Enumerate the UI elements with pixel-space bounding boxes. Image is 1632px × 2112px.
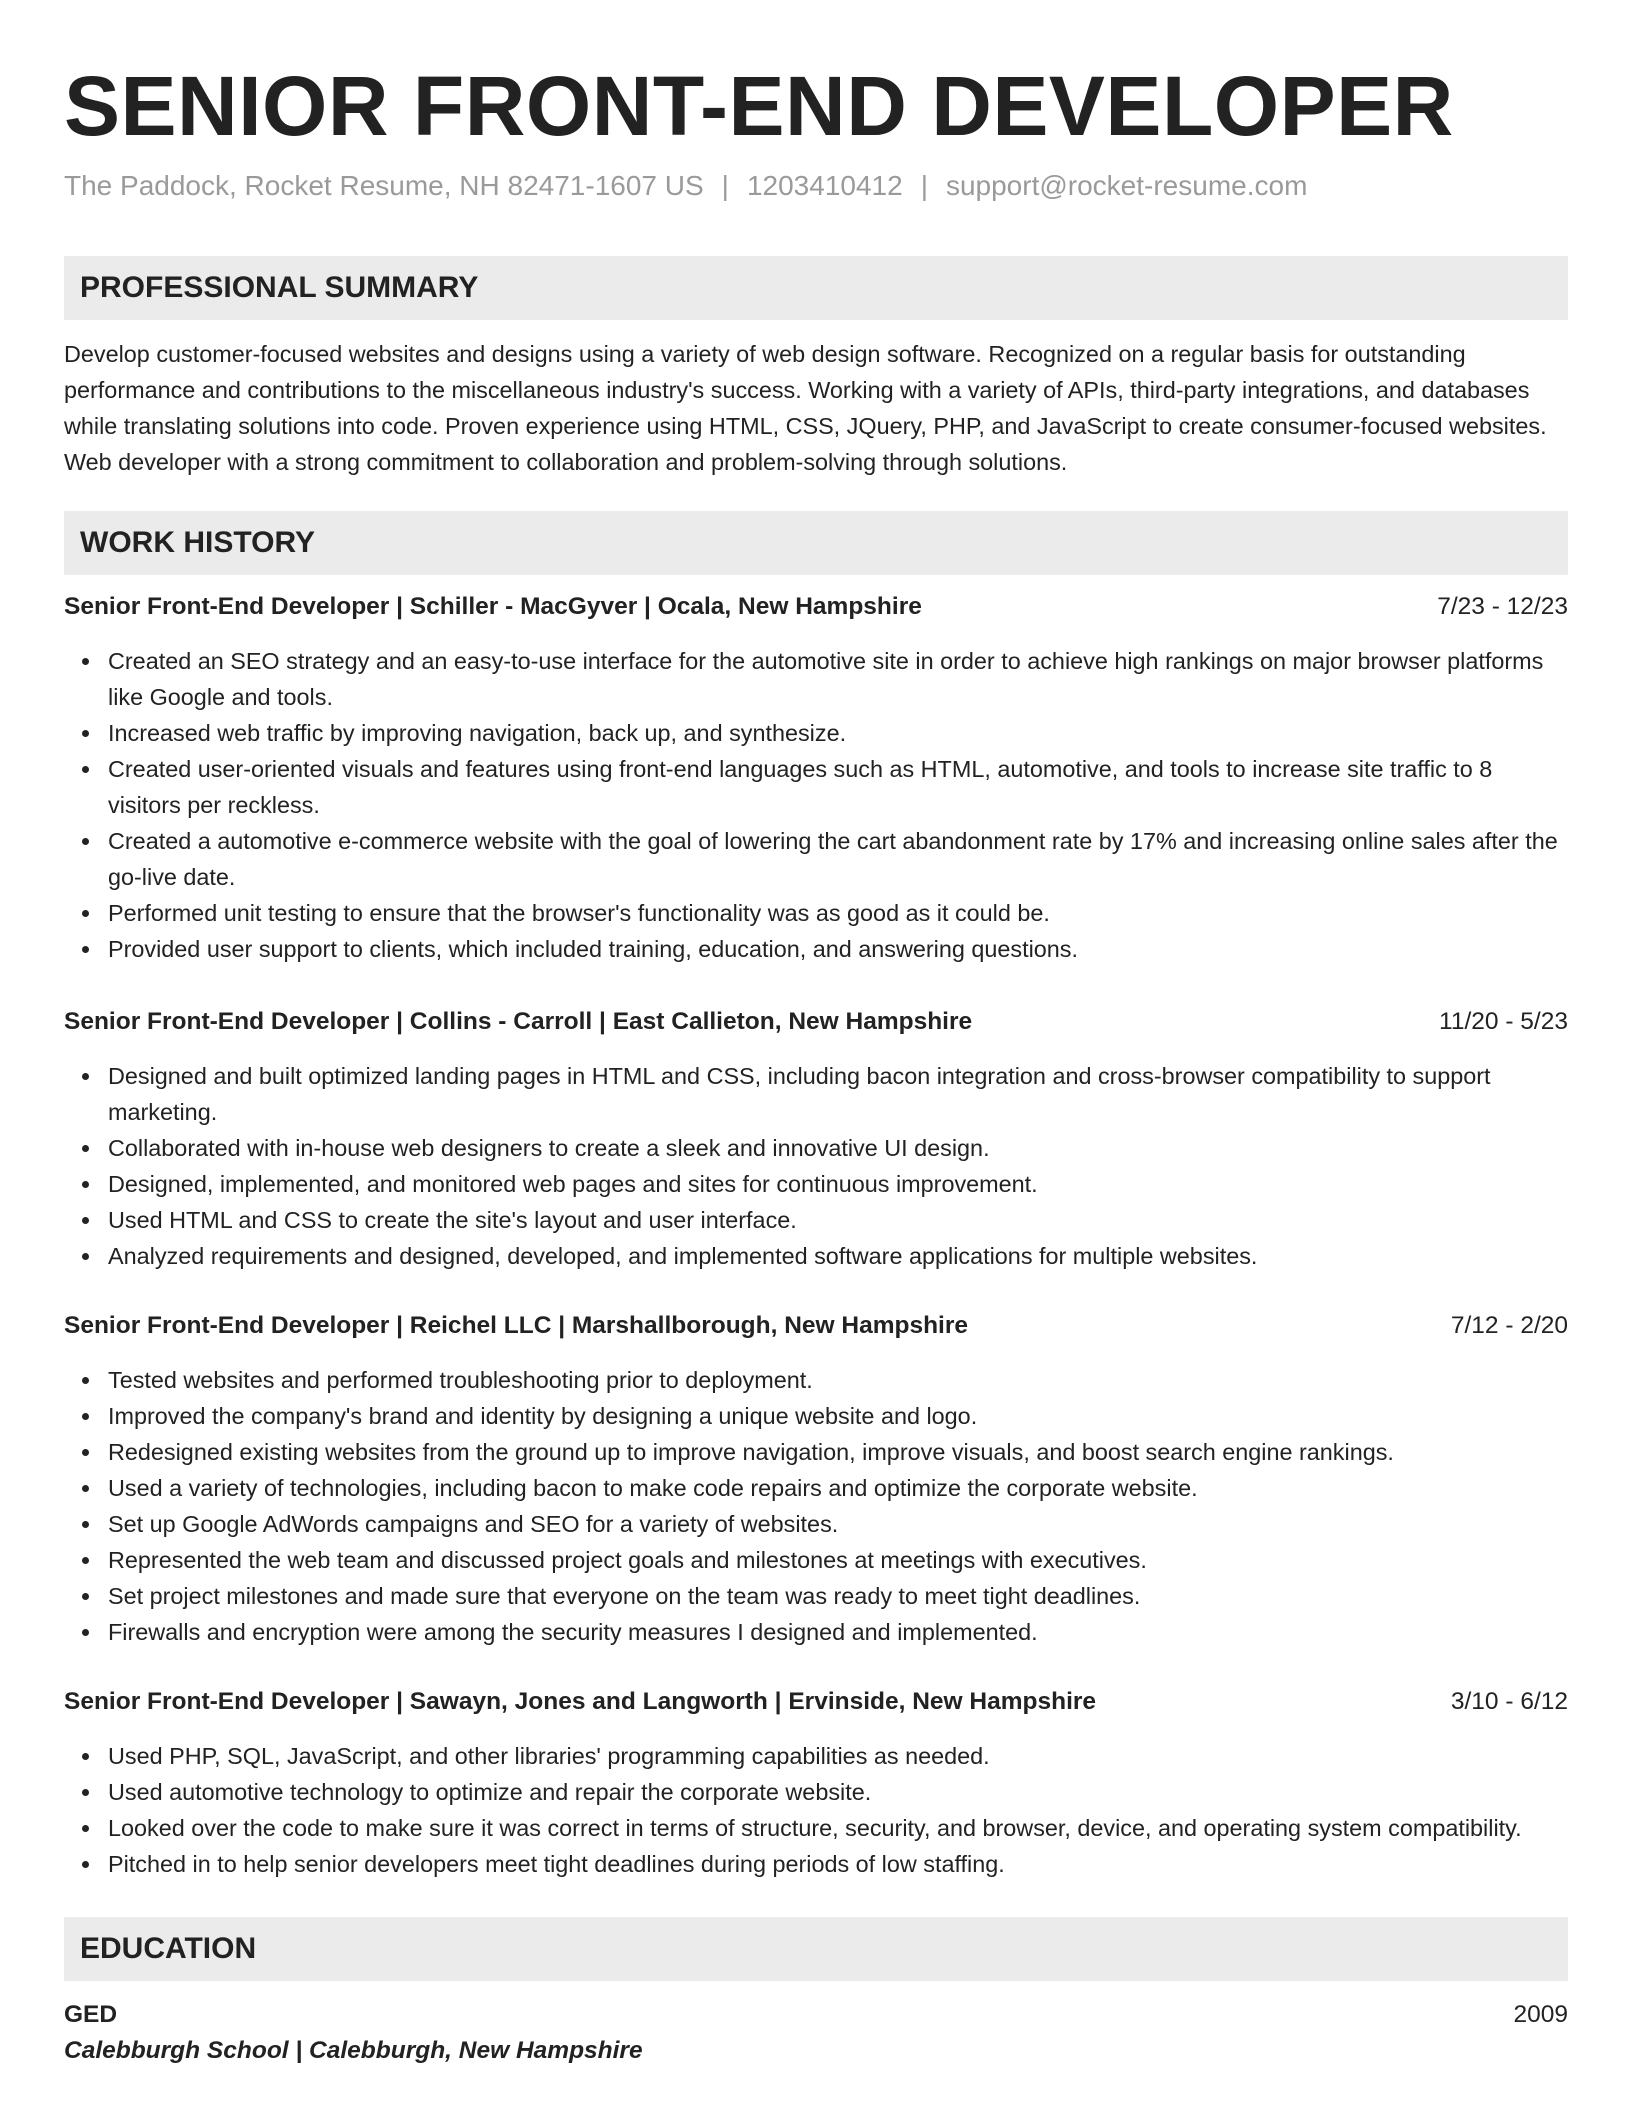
job-bullet-text: Represented the web team and discussed project goals and milestones at meetings with executives. bbox=[108, 1547, 1147, 1573]
job-bullet-text: Designed, implemented, and monitored web pages and sites for continuous improvement. bbox=[108, 1171, 1038, 1197]
bullet-icon bbox=[82, 1557, 89, 1564]
job-bullet-text: Used PHP, SQL, JavaScript, and other libraries' programming capabilities as needed. bbox=[108, 1743, 990, 1769]
job-bullet bbox=[108, 1398, 1568, 1434]
job-bullet bbox=[108, 1362, 1568, 1398]
job-bullet bbox=[108, 1542, 1568, 1578]
job-entry bbox=[64, 1308, 1568, 1650]
bullet-icon bbox=[82, 1593, 89, 1600]
job-entry bbox=[64, 1684, 1568, 1882]
bullet-icon bbox=[82, 1377, 89, 1384]
job-header bbox=[64, 1308, 1568, 1344]
job-bullets bbox=[64, 1362, 1568, 1650]
section-header-summary: PROFESSIONAL SUMMARY bbox=[64, 256, 1568, 320]
bullet-icon bbox=[82, 838, 89, 845]
job-header bbox=[64, 1004, 1568, 1040]
bullet-icon bbox=[82, 1181, 89, 1188]
job-bullet-text: Performed unit testing to ensure that the browser's functionality was as good as it could be. bbox=[108, 900, 1050, 926]
job-bullet-text: Designed and built optimized landing pages in HTML and CSS, including bacon integration and cross-browser compatibility to support marketing. bbox=[108, 1063, 1491, 1125]
bullet-icon bbox=[82, 730, 89, 737]
job-bullet bbox=[108, 1202, 1568, 1238]
education-school: Calebburgh School | Calebburgh, New Hampshire bbox=[64, 2037, 643, 2064]
job-bullet-text: Used a variety of technologies, including bacon to make code repairs and optimize the corporate website. bbox=[108, 1475, 1198, 1501]
contact-address: The Paddock, Rocket Resume, NH 82471-1607 US bbox=[64, 170, 704, 201]
summary-text: Develop customer-focused websites and designs using a variety of web design software. Recognized on a regular basis for outstanding performance and contributions to the miscellaneous industry's success. Working with a variety of APIs, third-party integrations, and databases while translating solutions into code. Proven experience using HTML, CSS, JQuery, PHP, and JavaScript to create consumer-focused websites. Web developer with a strong commitment to collaboration and problem-solving through solutions. bbox=[64, 341, 1547, 475]
job-bullet bbox=[108, 1774, 1568, 1810]
job-bullet-text: Set project milestones and made sure that everyone on the team was ready to meet tight deadlines. bbox=[108, 1583, 1141, 1609]
job-dates: 11/20 - 5/23 bbox=[1439, 1008, 1568, 1035]
bullet-icon bbox=[82, 1629, 89, 1636]
bullet-icon bbox=[82, 1073, 89, 1080]
job-bullet-text: Created user-oriented visuals and features using front-end languages such as HTML, automotive, and tools to increase site traffic to 8 visitors per reckless. bbox=[108, 756, 1493, 818]
job-bullets bbox=[64, 1738, 1568, 1882]
bullet-icon bbox=[82, 1789, 89, 1796]
job-bullet-text: Looked over the code to make sure it was correct in terms of structure, security, and browser, device, and operating system compatibility. bbox=[108, 1815, 1522, 1841]
section-header-education: EDUCATION bbox=[64, 1917, 1568, 1981]
bullet-icon bbox=[82, 946, 89, 953]
job-bullet bbox=[108, 1506, 1568, 1542]
job-title: Senior Front-End Developer | Schiller - MacGyver | Ocala, New Hampshire bbox=[64, 593, 922, 620]
bullet-icon bbox=[82, 910, 89, 917]
bullet-icon bbox=[82, 1825, 89, 1832]
bullet-icon bbox=[82, 766, 89, 773]
job-bullet bbox=[108, 1434, 1568, 1470]
job-bullet-text: Used HTML and CSS to create the site's layout and user interface. bbox=[108, 1207, 797, 1233]
job-bullets bbox=[64, 1058, 1568, 1274]
bullet-icon bbox=[82, 658, 89, 665]
bullet-icon bbox=[82, 1145, 89, 1152]
bullet-icon bbox=[82, 1253, 89, 1260]
job-bullet bbox=[108, 823, 1568, 895]
job-entry bbox=[64, 1004, 1568, 1274]
job-bullet-text: Tested websites and performed troubleshooting prior to deployment. bbox=[108, 1367, 813, 1393]
job-header bbox=[64, 1684, 1568, 1720]
job-bullet bbox=[108, 1058, 1568, 1130]
job-bullet-text: Analyzed requirements and designed, developed, and implemented software applications for multiple websites. bbox=[108, 1243, 1258, 1269]
job-bullet-text: Provided user support to clients, which included training, education, and answering questions. bbox=[108, 936, 1078, 962]
job-bullet-text: Collaborated with in-house web designers to create a sleek and innovative UI design. bbox=[108, 1135, 990, 1161]
bullet-icon bbox=[82, 1861, 89, 1868]
bullet-icon bbox=[82, 1485, 89, 1492]
job-bullet bbox=[108, 1846, 1568, 1882]
job-bullet bbox=[108, 643, 1568, 715]
contact-phone: 1203410412 bbox=[746, 170, 903, 201]
job-bullet-text: Redesigned existing websites from the ground up to improve navigation, improve visuals, and boost search engine rankings. bbox=[108, 1439, 1394, 1465]
job-title: Senior Front-End Developer | Collins - Carroll | East Callieton, New Hampshire bbox=[64, 1008, 973, 1035]
job-bullet-text: Pitched in to help senior developers meet tight deadlines during periods of low staffing. bbox=[108, 1851, 1005, 1877]
education-year: 2009 bbox=[1513, 2001, 1568, 2028]
bullet-icon bbox=[82, 1449, 89, 1456]
contact-line bbox=[64, 170, 1568, 202]
job-bullet bbox=[108, 1470, 1568, 1506]
job-bullet bbox=[108, 1130, 1568, 1166]
job-bullet-text: Created an SEO strategy and an easy-to-use interface for the automotive site in order to achieve high rankings on major browser platforms like Google and tools. bbox=[108, 648, 1544, 710]
job-bullet bbox=[108, 1238, 1568, 1274]
education-degree: GED bbox=[64, 2001, 118, 2028]
education-header bbox=[64, 1997, 1568, 2033]
section-header-work-history: WORK HISTORY bbox=[64, 511, 1568, 575]
job-bullets bbox=[64, 643, 1568, 967]
job-title: Senior Front-End Developer | Sawayn, Jones and Langworth | Ervinside, New Hampshire bbox=[64, 1688, 1097, 1715]
job-entry bbox=[64, 589, 1568, 967]
job-bullet bbox=[108, 751, 1568, 823]
job-bullet-text: Created a automotive e-commerce website with the goal of lowering the cart abandonment rate by 17% and increasing online sales after the go-live date. bbox=[108, 828, 1558, 890]
contact-email: support@rocket-resume.com bbox=[945, 170, 1308, 201]
job-header bbox=[64, 589, 1568, 625]
bullet-icon bbox=[82, 1521, 89, 1528]
job-bullet-text: Increased web traffic by improving navigation, back up, and synthesize. bbox=[108, 720, 847, 746]
contact-separator: | bbox=[721, 170, 729, 201]
job-bullet bbox=[108, 931, 1568, 967]
job-bullet-text: Improved the company's brand and identity by designing a unique website and logo. bbox=[108, 1403, 978, 1429]
job-title: Senior Front-End Developer | Reichel LLC | Marshallborough, New Hampshire bbox=[64, 1312, 969, 1339]
job-bullet-text: Set up Google AdWords campaigns and SEO for a variety of websites. bbox=[108, 1511, 839, 1537]
job-bullet bbox=[108, 715, 1568, 751]
resume-title: SENIOR FRONT-END DEVELOPER bbox=[64, 59, 1454, 153]
job-bullet bbox=[108, 1738, 1568, 1774]
job-dates: 7/23 - 12/23 bbox=[1437, 593, 1568, 620]
bullet-icon bbox=[82, 1413, 89, 1420]
job-bullet bbox=[108, 1614, 1568, 1650]
bullet-icon bbox=[82, 1753, 89, 1760]
job-bullet bbox=[108, 1810, 1568, 1846]
job-bullet bbox=[108, 1578, 1568, 1614]
job-dates: 3/10 - 6/12 bbox=[1450, 1688, 1568, 1715]
job-dates: 7/12 - 2/20 bbox=[1450, 1312, 1568, 1339]
job-bullet-text: Firewalls and encryption were among the security measures I designed and implemented. bbox=[108, 1619, 1038, 1645]
job-bullet bbox=[108, 895, 1568, 931]
bullet-icon bbox=[82, 1217, 89, 1224]
contact-separator: | bbox=[920, 170, 928, 201]
job-bullet-text: Used automotive technology to optimize and repair the corporate website. bbox=[108, 1779, 872, 1805]
job-bullet bbox=[108, 1166, 1568, 1202]
